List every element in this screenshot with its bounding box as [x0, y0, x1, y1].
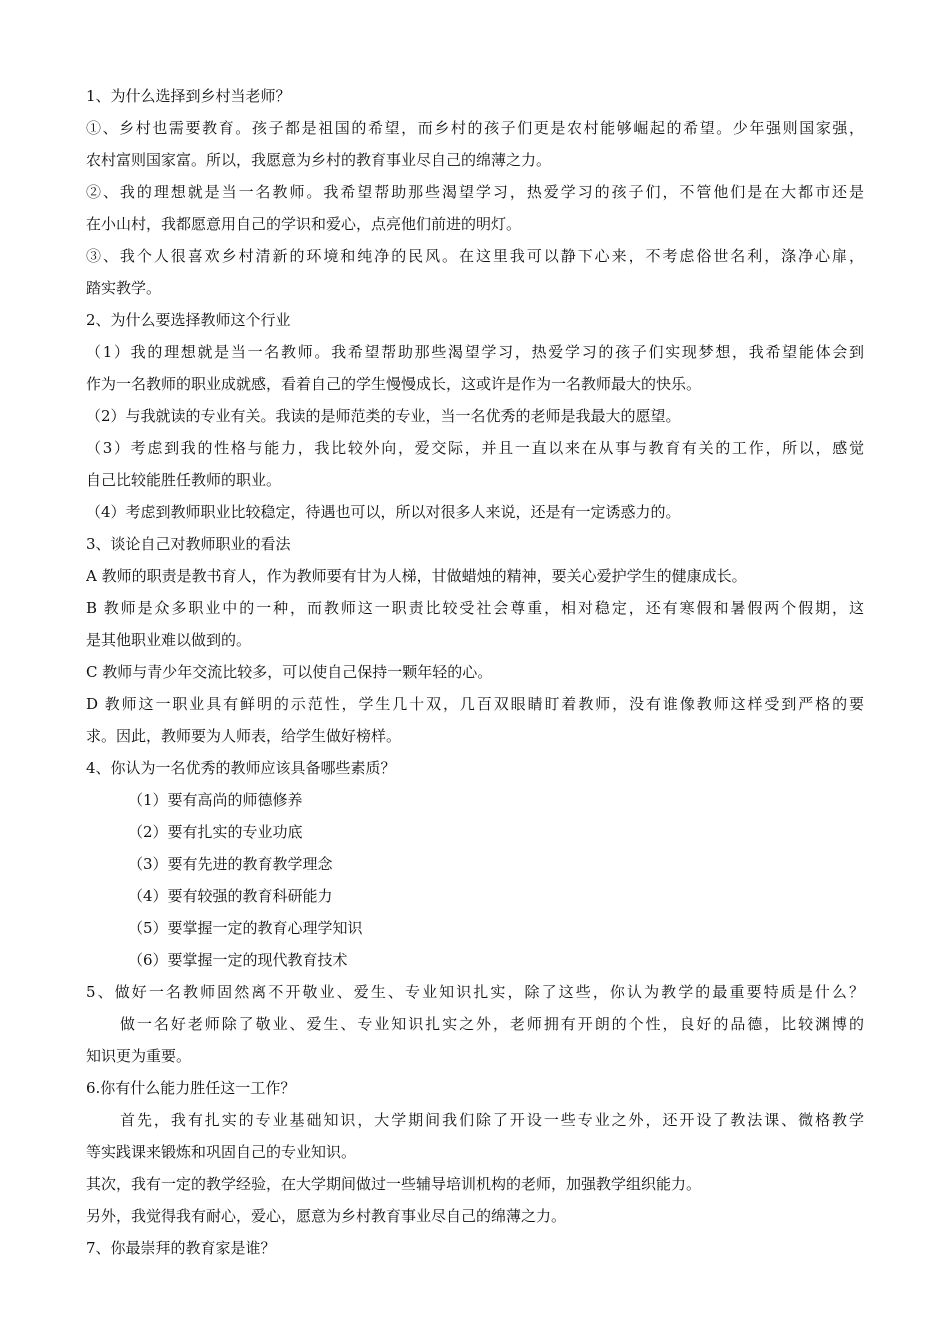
- heading-q1: 1、为什么选择到乡村当老师？: [86, 87, 291, 105]
- paragraph-line: 其次，我有一定的教学经验，在大学期间做过一些辅导培训机构的老师，加强教学组织能力。: [86, 1175, 702, 1193]
- paragraph-line: ②、我的理想就是当一名教师。我希望帮助那些渴望学习，热爱学习的孩子们，不管他们是在大都市还是: [86, 183, 864, 201]
- paragraph-line: （4）考虑到教师职业比较稳定，待遇也可以，所以对很多人来说，还是有一定诱惑力的。: [86, 503, 681, 521]
- list-item: （2）要有扎实的专业功底: [128, 823, 303, 841]
- paragraph-line: 首先，我有扎实的专业基础知识，大学期间我们除了开设一些专业之外，还开设了教法课、微格教学: [120, 1111, 864, 1129]
- paragraph-line: ③、我个人很喜欢乡村清新的环境和纯净的民风。在这里我可以静下心来，不考虑俗世名利，涤净心扉，: [86, 247, 864, 265]
- paragraph-line: 农村富则国家富。所以，我愿意为乡村的教育事业尽自己的绵薄之力。: [86, 151, 552, 169]
- document-page: [86, 80, 864, 1264]
- paragraph-line: 踏实教学。: [86, 279, 162, 297]
- heading-q4: 4、你认为一名优秀的教师应该具备哪些素质？: [86, 759, 396, 777]
- heading-q2: 2、为什么要选择教师这个行业: [86, 311, 291, 329]
- paragraph-line: 作为一名教师的职业成就感，看着自己的学生慢慢成长，这或许是作为一名教师最大的快乐。: [86, 375, 702, 393]
- paragraph-line: C 教师与青少年交流比较多，可以使自己保持一颗年轻的心。: [86, 663, 493, 681]
- paragraph-line: （1）我的理想就是当一名教师。我希望帮助那些渴望学习，热爱学习的孩子们实现梦想，我希望能体会到: [86, 343, 864, 361]
- list-item: （3）要有先进的教育教学理念: [128, 855, 333, 873]
- heading-q3: 3、谈论自己对教师职业的看法: [86, 535, 291, 553]
- list-item: （1）要有高尚的师德修养: [128, 791, 303, 809]
- list-item: （5）要掌握一定的教育心理学知识: [128, 919, 363, 937]
- paragraph-line: A 教师的职责是教书育人，作为教师要有甘为人梯，甘做蜡烛的精神，要关心爱护学生的健康成长。: [86, 567, 747, 585]
- paragraph-line: 另外，我觉得我有耐心，爱心，愿意为乡村教育事业尽自己的绵薄之力。: [86, 1207, 567, 1225]
- paragraph-line: 做一名好老师除了敬业、爱生、专业知识扎实之外，老师拥有开朗的个性，良好的品德，比较渊博的: [120, 1015, 864, 1033]
- paragraph-line: 求。因此，教师要为人师表，给学生做好榜样。: [86, 727, 402, 745]
- paragraph-line: ①、乡村也需要教育。孩子都是祖国的希望，而乡村的孩子们更是农村能够崛起的希望。少年强则国家强，: [86, 119, 864, 137]
- paragraph-line: 在小山村，我都愿意用自己的学识和爱心，点亮他们前进的明灯。: [86, 215, 522, 233]
- list-item: （4）要有较强的教育科研能力: [128, 887, 333, 905]
- paragraph-line: 是其他职业难以做到的。: [86, 631, 252, 649]
- heading-q5: 5、做好一名教师固然离不开敬业、爱生、专业知识扎实，除了这些，你认为教学的最重要特质是什么？: [86, 983, 864, 1001]
- paragraph-line: 知识更为重要。: [86, 1047, 192, 1065]
- paragraph-line: （2）与我就读的专业有关。我读的是师范类的专业，当一名优秀的老师是我最大的愿望。: [86, 407, 681, 425]
- paragraph-line: 自己比较能胜任教师的职业。: [86, 471, 282, 489]
- paragraph-line: （3）考虑到我的性格与能力，我比较外向，爱交际，并且一直以来在从事与教育有关的工作，所以，感觉: [86, 439, 864, 457]
- heading-q6: 6.你有什么能力胜任这一工作？: [86, 1079, 296, 1097]
- list-item: （6）要掌握一定的现代教育技术: [128, 951, 348, 969]
- paragraph-line: D 教师这一职业具有鲜明的示范性，学生几十双，几百双眼睛盯着教师，没有谁像教师这样受到严格的要: [86, 695, 864, 713]
- paragraph-line: B 教师是众多职业中的一种，而教师这一职责比较受社会尊重，相对稳定，还有寒假和暑假两个假期，这: [86, 599, 864, 617]
- paragraph-line: 等实践课来锻炼和巩固自己的专业知识。: [86, 1143, 357, 1161]
- heading-q7: 7、你最崇拜的教育家是谁？: [86, 1239, 276, 1257]
